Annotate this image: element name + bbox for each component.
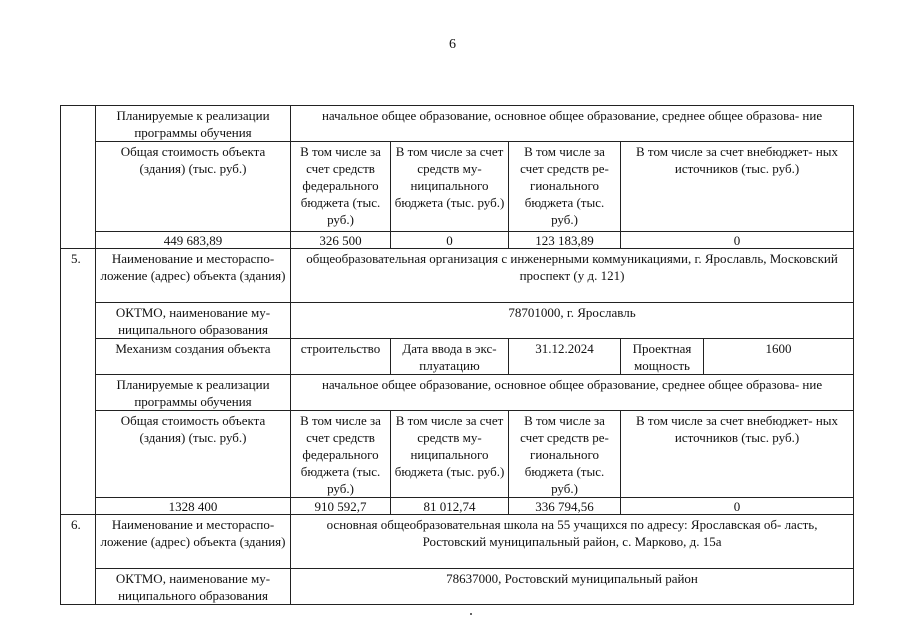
row-number: 6. xyxy=(61,515,96,569)
regional-budget-label: В том числе за счет средств ре- гионального бюджета (тыс. руб.) xyxy=(509,142,621,232)
capacity-value: 1600 xyxy=(704,339,854,375)
total-cost-value: 1328 400 xyxy=(96,498,291,515)
regional-budget-label: В том числе за счет средств ре- гионального бюджета (тыс. руб.) xyxy=(509,411,621,498)
municipal-budget-label: В том числе за счет средств му- ниципального бюджета (тыс. руб.) xyxy=(391,411,509,498)
row-number-cell xyxy=(61,106,96,142)
federal-budget-value: 910 592,7 xyxy=(291,498,391,515)
federal-budget-value: 326 500 xyxy=(291,232,391,249)
table-row xyxy=(61,375,854,411)
table-row xyxy=(61,411,854,498)
oktmo-value: 78637000, Ростовский муниципальный район xyxy=(291,569,854,605)
row-number: 5. xyxy=(61,249,96,303)
total-cost-value: 449 683,89 xyxy=(96,232,291,249)
programs-value: начальное общее образование, основное общее образование, среднее общее образова- ние xyxy=(291,106,854,142)
municipal-budget-label: В том числе за счет средств му- ниципального бюджета (тыс. руб.) xyxy=(391,142,509,232)
table-row xyxy=(61,339,854,375)
total-cost-label: Общая стоимость объекта (здания) (тыс. руб.) xyxy=(96,411,291,498)
oktmo-label: ОКТМО, наименование му- ниципального образования xyxy=(96,303,291,339)
commission-date-value: 31.12.2024 xyxy=(509,339,621,375)
programs-label: Планируемые к реализации программы обучения xyxy=(96,375,291,411)
table-row xyxy=(61,106,854,142)
extrabudgetary-value: 0 xyxy=(621,232,854,249)
table-row xyxy=(61,142,854,232)
mechanism-label: Механизм создания объекта xyxy=(96,339,291,375)
table-row xyxy=(61,498,854,515)
table-row xyxy=(61,515,854,569)
federal-budget-label: В том числе за счет средств федерального бюджета (тыс. руб.) xyxy=(291,411,391,498)
scan-speck xyxy=(470,613,472,615)
object-name-value: основная общеобразовательная школа на 55 учащихся по адресу: Ярославская об- ласть, Ростовский муниципальный район, с. Марково, д. 15а xyxy=(291,515,854,569)
extrabudgetary-value: 0 xyxy=(621,498,854,515)
capacity-label: Проектная мощность xyxy=(621,339,704,375)
extrabudgetary-label: В том числе за счет внебюджет- ных источников (тыс. руб.) xyxy=(621,142,854,232)
table-row xyxy=(61,569,854,605)
object-name-label: Наименование и местораспо- ложение (адрес) объекта (здания) xyxy=(96,249,291,303)
object-name-label: Наименование и местораспо- ложение (адрес) объекта (здания) xyxy=(96,515,291,569)
table-row xyxy=(61,232,854,249)
objects-table xyxy=(60,105,854,605)
oktmo-label: ОКТМО, наименование му- ниципального образования xyxy=(96,569,291,605)
object-name-value: общеобразовательная организация с инженерными коммуникациями, г. Ярославль, Московский проспект (у д. 121) xyxy=(291,249,854,303)
municipal-budget-value: 0 xyxy=(391,232,509,249)
municipal-budget-value: 81 012,74 xyxy=(391,498,509,515)
mechanism-value: строительство xyxy=(291,339,391,375)
programs-value: начальное общее образование, основное общее образование, среднее общее образова- ние xyxy=(291,375,854,411)
regional-budget-value: 336 794,56 xyxy=(509,498,621,515)
table-row xyxy=(61,303,854,339)
programs-label: Планируемые к реализации программы обучения xyxy=(96,106,291,142)
total-cost-label: Общая стоимость объекта (здания) (тыс. руб.) xyxy=(96,142,291,232)
regional-budget-value: 123 183,89 xyxy=(509,232,621,249)
federal-budget-label: В том числе за счет средств федерального бюджета (тыс. руб.) xyxy=(291,142,391,232)
table-row xyxy=(61,249,854,303)
commission-date-label: Дата ввода в экс- плуатацию xyxy=(391,339,509,375)
page-number: 6 xyxy=(449,37,456,52)
oktmo-value: 78701000, г. Ярославль xyxy=(291,303,854,339)
extrabudgetary-label: В том числе за счет внебюджет- ных источников (тыс. руб.) xyxy=(621,411,854,498)
